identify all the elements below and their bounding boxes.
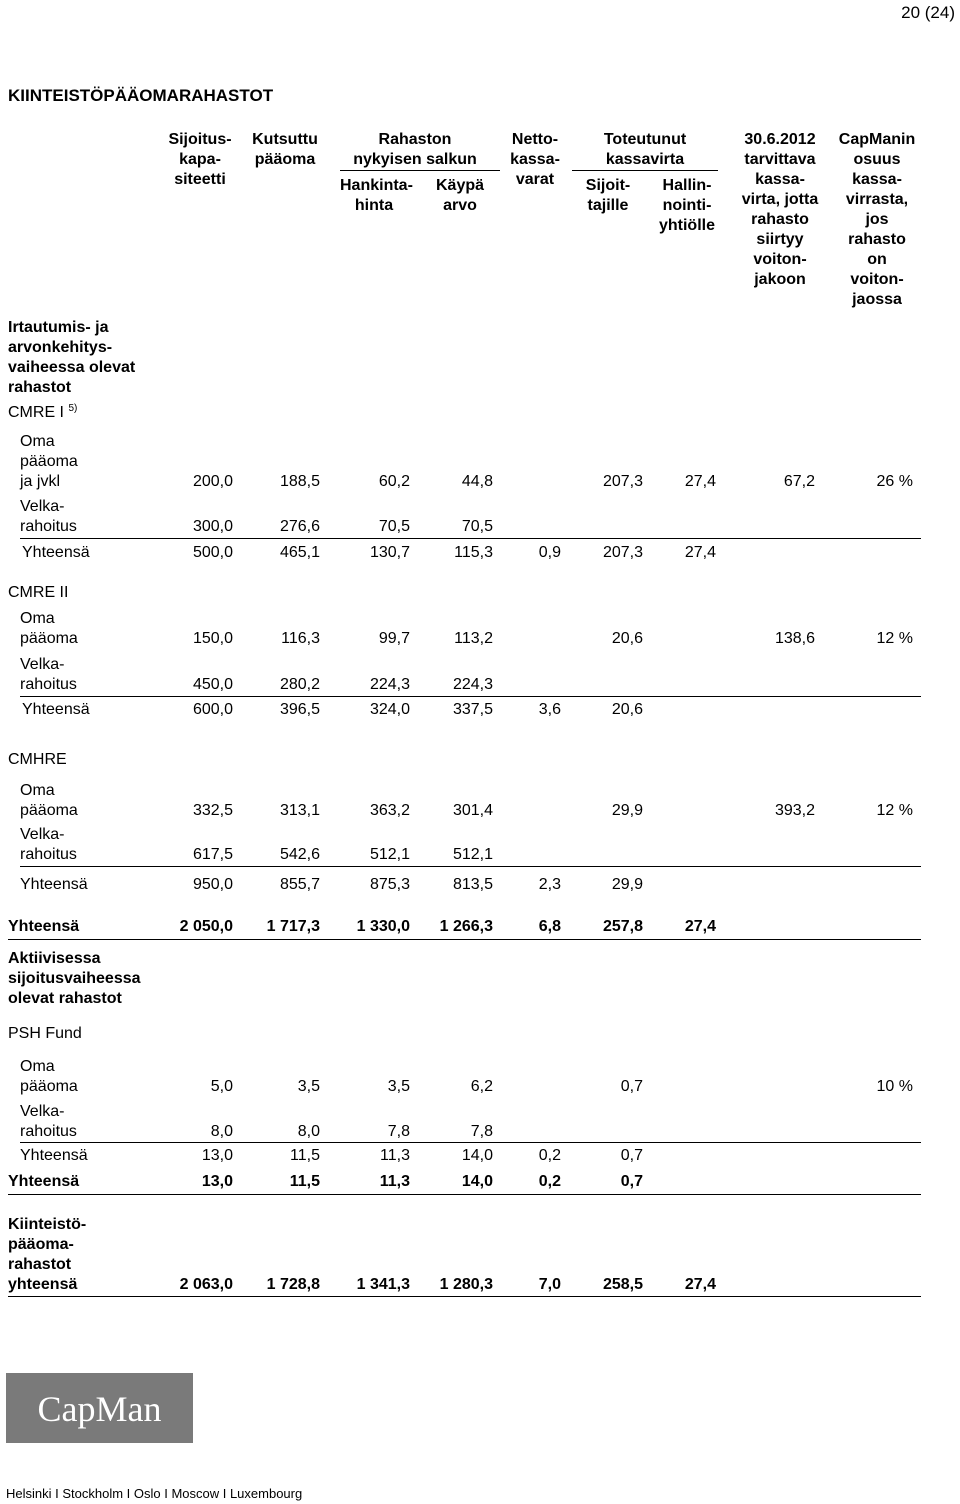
table-cell: 99,7 [378,630,410,647]
row-label: Oma pääoma [20,1058,78,1095]
row-label: Oma pääoma [20,610,78,647]
table-cell: 542,6 [279,846,320,863]
table-cell: 0,2 [538,1173,561,1190]
table-cell: 29,9 [611,876,643,893]
table-cell: 465,1 [279,544,320,561]
table-cell: 2 063,0 [179,1276,233,1293]
row-label: Yhteensä [22,701,90,718]
table-cell: 0,7 [620,1173,643,1190]
row-label: Yhteensä [8,918,80,935]
header-toteutunut-kassavirta: Toteutunut kassavirta [603,131,687,168]
table-cell: 332,5 [192,802,233,819]
table-cell: 280,2 [279,676,320,693]
table-cell: 257,8 [602,918,643,935]
table-cell: 60,2 [378,473,410,490]
table-cell: 20,6 [611,701,643,718]
table-cell: 7,8 [470,1123,493,1140]
table-cell: 363,2 [369,802,410,819]
table-cell: 600,0 [192,701,233,718]
table-cell: 1 266,3 [439,918,493,935]
table-cell: 393,2 [774,802,815,819]
row-label: Velka- rahoitus [20,826,77,863]
table-cell: 224,3 [452,676,493,693]
table-cell: 301,4 [452,802,493,819]
table-cell: 13,0 [201,1173,233,1190]
table-cell: 26 % [876,473,913,490]
table-cell: 116,3 [281,630,320,647]
table-cell: 11,5 [290,1147,320,1164]
table-cell: 950,0 [192,876,233,893]
table-cell: 44,8 [461,473,493,490]
row-divider [8,1194,921,1195]
table-cell: 70,5 [378,518,410,535]
table-cell: 27,4 [684,544,716,561]
section-title: KIINTEISTÖPÄÄOMARAHASTOT [8,86,274,105]
row-label: Velka- rahoitus [20,656,77,693]
row-label: Yhteensä [20,876,88,893]
table-cell: 3,5 [387,1078,410,1095]
header-nettokassavarat: Netto- kassa- varat [510,131,560,188]
table-cell: 0,2 [538,1147,561,1164]
row-label: Yhteensä [8,1173,80,1190]
table-cell: 6,8 [538,918,561,935]
table-cell: 13,0 [201,1147,233,1164]
table-cell: 7,8 [387,1123,410,1140]
table-cell: 2 050,0 [179,918,233,935]
table-cell: 855,7 [279,876,320,893]
table-cell: 396,5 [279,701,320,718]
table-cell: 20,6 [611,630,643,647]
table-cell: 11,3 [379,1173,410,1190]
header-rahaston-salkku: Rahaston nykyisen salkun [353,131,477,168]
header-hallinnointiyhtiolle: Hallin- nointi- yhtiölle [658,177,715,234]
table-cell: 450,0 [192,676,233,693]
row-divider [20,1142,921,1143]
row-label: Oma pääoma [20,782,78,819]
table-cell: 300,0 [192,518,233,535]
table-cell: 1 717,3 [266,918,320,935]
table-cell: 500,0 [192,544,233,561]
fund-name-cmre2: CMRE II [8,584,69,601]
table-cell: 67,2 [783,473,815,490]
table-cell: 207,3 [602,544,643,561]
table-cell: 27,4 [684,1276,716,1293]
table-cell: 11,5 [289,1173,320,1190]
header-capman-osuus: CapManin osuus kassa- virrasta, jos rahasto on voiton- jaossa [838,131,916,308]
footer-locations: Helsinki I Stockholm I Oslo I Moscow I Luxembourg [6,1486,303,1501]
table-cell: 14,0 [461,1147,493,1164]
row-label: Yhteensä [20,1147,88,1164]
logo-text: CapMan [37,1389,162,1429]
row-label: Velka- rahoitus [20,498,77,535]
row-label: Yhteensä [22,544,90,561]
table-cell: 130,7 [369,544,410,561]
row-divider [20,696,921,697]
table-cell: 8,0 [210,1123,233,1140]
table-cell: 3,6 [538,701,561,718]
capman-logo [6,1373,193,1443]
row-divider [20,866,921,867]
table-cell: 875,3 [369,876,410,893]
table-cell: 12 % [876,630,913,647]
table-cell: 258,5 [602,1276,643,1293]
table-cell: 1 330,0 [356,918,410,935]
row-divider [20,538,921,539]
table-cell: 617,5 [192,846,233,863]
row-divider [8,939,921,940]
table-cell: 0,7 [620,1078,643,1095]
table-cell: 200,0 [192,473,233,490]
table-cell: 313,1 [279,802,320,819]
header-rule-salkku [340,170,500,171]
table-cell: 113,2 [454,630,493,647]
fund-name-psh: PSH Fund [8,1025,82,1042]
table-cell: 0,9 [538,544,561,561]
footnote-mark: 5) [68,403,78,414]
table-cell: 27,4 [684,918,716,935]
table-cell: 29,9 [611,802,643,819]
fund-name-cmhre: CMHRE [8,751,67,768]
table-cell: 188,5 [279,473,320,490]
header-rule-kassavirta [572,170,718,171]
table-cell: 10 % [876,1078,913,1095]
header-tarvittava-kassavirta: 30.6.2012 tarvittava kassa- virta, jotta rahasto siirtyy voiton- jakoon [741,131,819,288]
table-cell: 150,0 [192,630,233,647]
group-heading-aktiivisessa: Aktiivisessa sijoitusvaiheessa olevat rahastot [8,950,141,1007]
row-label: Oma pääoma ja jvkl [20,433,78,490]
table-cell: 11,3 [380,1147,410,1164]
row-divider [8,1296,921,1297]
table-cell: 1 728,8 [266,1276,320,1293]
table-cell: 224,3 [369,676,410,693]
table-cell: 70,5 [461,518,493,535]
table-cell: 27,4 [684,473,716,490]
table-cell: 813,5 [452,876,493,893]
header-hankintahinta: Hankinta- hinta [340,177,413,214]
table-cell: 512,1 [369,846,410,863]
table-cell: 3,5 [297,1078,320,1095]
table-cell: 115,3 [454,544,493,561]
table-cell: 12 % [876,802,913,819]
table-cell: 337,5 [452,701,493,718]
table-cell: 0,7 [620,1147,643,1164]
table-cell: 324,0 [369,701,410,718]
table-cell: 1 280,3 [439,1276,493,1293]
table-cell: 8,0 [297,1123,320,1140]
row-label: Kiinteistö- pääoma- rahastot yhteensä [8,1216,87,1293]
table-cell: 138,6 [774,630,815,647]
table-cell: 2,3 [538,876,561,893]
header-kutsuttu-paaoma: Kutsuttu pääoma [252,131,318,168]
table-cell: 512,1 [452,846,493,863]
header-kaypa-arvo: Käypä arvo [435,177,485,214]
page-number: 20 (24) [901,3,955,22]
table-cell: 6,2 [470,1078,493,1095]
table-cell: 1 341,3 [356,1276,410,1293]
group-heading-irtautumis: Irtautumis- ja arvonkehitys- vaiheessa olevat rahastot [8,319,136,396]
table-cell: 5,0 [210,1078,233,1095]
row-label: Velka- rahoitus [20,1103,77,1140]
header-sijoituskapasiteetti: Sijoitus- kapa- siteetti [168,131,232,188]
fund-name-cmre1: CMRE I $^{5)}$ [8,403,78,421]
table-cell: 276,6 [279,518,320,535]
table-cell: 14,0 [461,1173,493,1190]
table-cell: 7,0 [538,1276,561,1293]
header-sijoittajille: Sijoit- tajille [585,177,631,214]
table-cell: 207,3 [602,473,643,490]
